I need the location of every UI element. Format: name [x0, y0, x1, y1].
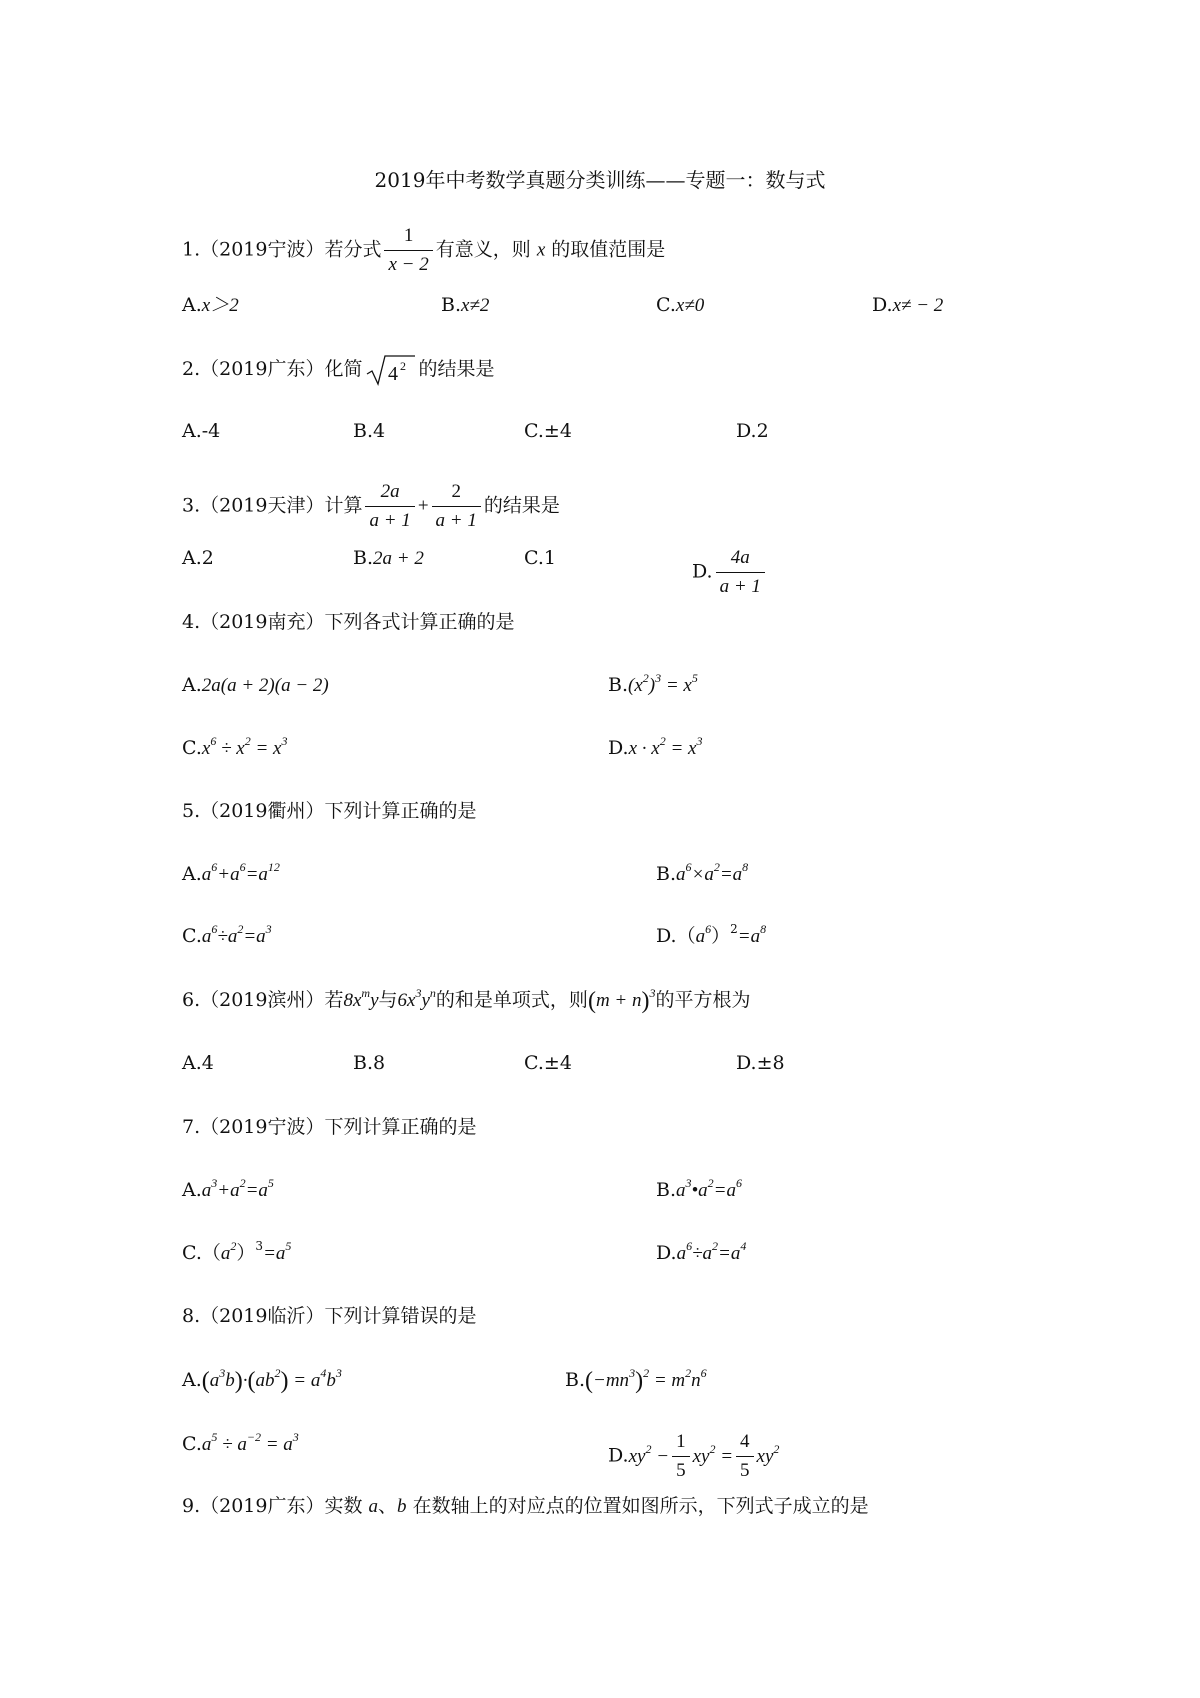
svg-text:4: 4: [388, 363, 399, 385]
q1-stem: 1.（2019宁波）若分式 $\frac{1}{x - 2}$ 有意义，则 x 的取值范围是: [182, 225, 666, 275]
q8-option-a: $A.(a^3b)\cdot(ab^2) = a^4b^3$: [182, 1366, 342, 1394]
svg-text:2: 2: [400, 359, 407, 373]
q3-option-a: A.2: [182, 547, 214, 569]
q4-option-a: A.2a(a + 2)(a − 2): [182, 674, 329, 696]
q2-stem: 2.（2019广东）化简 4 2 的结果是: [182, 354, 495, 386]
q5-option-c: $C.a^6\div a^2=a^3$: [182, 922, 272, 947]
q3-option-c: C.1: [524, 547, 556, 569]
q3-stem: 3.（2019天津）计算 $\frac{2a}{a + 1}$ + $\frac{2}{a + 1}$ 的结果是: [182, 481, 560, 531]
q9-stem: 9.（2019广东）实数 a、b 在数轴上的对应点的位置如图所示，下列式子成立的是: [182, 1495, 869, 1517]
q8-option-c: $C.a^5 \div a^{-2} = a^3$: [182, 1430, 299, 1455]
q2-option-c: C.±4: [524, 420, 572, 442]
q3-fraction-1: $\frac{2a}{a + 1}$: [365, 480, 414, 533]
q7-option-c: $C.(a^2)^3=a^5$: [182, 1239, 292, 1264]
q8-option-d-fraction-2: $\frac{4}{5}$: [736, 1430, 754, 1483]
q5-option-a: $A.a^6+a^6=a^{12}$: [182, 860, 280, 885]
q1-option-c: C.x≠0: [656, 294, 705, 316]
q8-option-b: $B.(-mn^3)^2 = m^2n^6$: [565, 1366, 707, 1394]
q4-option-b: $B.(x^2)^3 = x^5$: [608, 671, 698, 696]
q3-fraction-2: $\frac{2}{a + 1}$: [432, 480, 481, 533]
q6-option-d: D.±8: [736, 1052, 785, 1074]
q6-option-c: C.±4: [524, 1052, 572, 1074]
q7-option-a: $A.a^3+a^2=a^5$: [182, 1176, 274, 1201]
q1-option-b: B.x≠2: [441, 294, 490, 316]
q7-option-b: $B.a^3•a^2=a^6$: [656, 1176, 742, 1201]
q7-option-d: $D.a^6\div a^2=a^4$: [656, 1239, 747, 1264]
q8-stem: 8.（2019临沂）下列计算错误的是: [182, 1305, 477, 1327]
q2-sqrt: [365, 354, 415, 386]
q5-option-b: $B.a^6\times a^2=a^8$: [656, 860, 749, 885]
q1-fraction: $\frac{1}{x - 2}$: [384, 224, 432, 277]
q7-stem: 7.（2019宁波）下列计算正确的是: [182, 1116, 477, 1138]
q3-option-d: D. $\frac{4a}{a + 1}$: [692, 546, 768, 599]
q2-option-d: D.2: [736, 420, 769, 442]
q6-stem: 6.（2019滨州）若$8x^my$与$6x^3y^n$的和是单项式，则$(m + n)^3$的平方根为: [182, 986, 751, 1014]
q3-option-b: B.2a + 2: [353, 547, 424, 569]
q1-option-a: A.x＞2: [182, 294, 239, 316]
q6-option-a: A.4: [182, 1052, 214, 1074]
q2-option-b: B.4: [353, 420, 386, 442]
q5-option-d: $D.(a^6)^2=a^8$: [656, 922, 767, 947]
q4-option-d: $D.x \cdot x^2 = x^3$: [608, 734, 703, 759]
q5-stem: 5.（2019衢州）下列计算正确的是: [182, 800, 477, 822]
q2-option-a: A.-4: [182, 420, 221, 442]
page-title: 2019年中考数学真题分类训练——专题一：数与式: [374, 168, 826, 192]
q8-option-d-fraction-1: $\frac{1}{5}$: [672, 1430, 690, 1483]
q4-stem: 4.（2019南充）下列各式计算正确的是: [182, 611, 515, 633]
q4-option-c: $C.x^6 \div x^2 = x^3$: [182, 734, 288, 759]
q3-option-d-fraction: $\frac{4a}{a + 1}$: [716, 546, 765, 599]
q1-option-d: D.x≠ − 2: [872, 294, 944, 316]
q6-option-b: B.8: [353, 1052, 386, 1074]
q8-option-d: $D.xy^2$ − $\frac{1}{5}$ $xy^2$ = $\frac{4}{5}$ $xy^2$: [608, 1431, 780, 1481]
